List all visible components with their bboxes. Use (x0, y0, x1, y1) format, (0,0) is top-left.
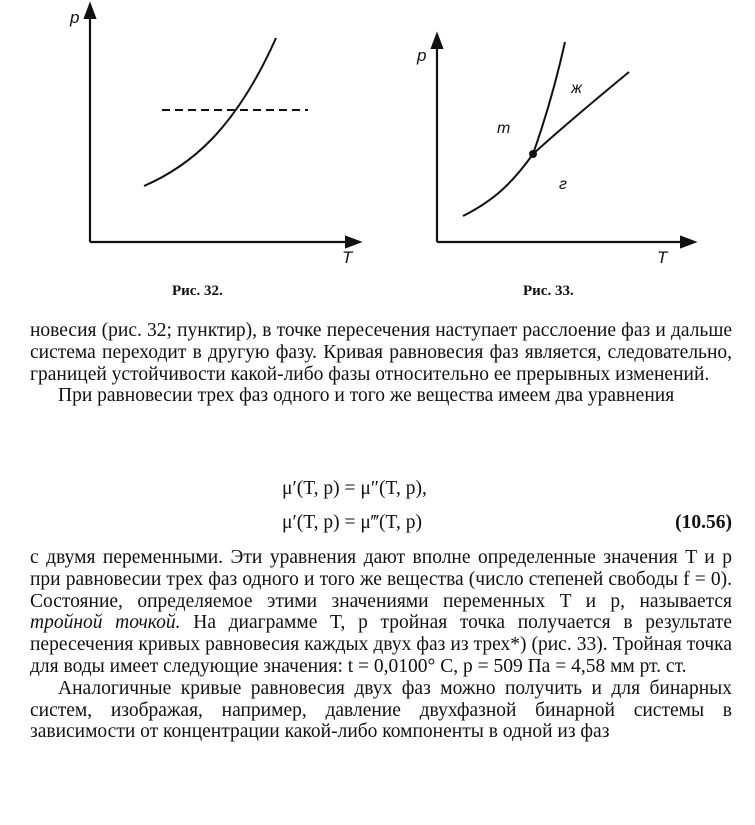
figure-caption: Рис. 32. (172, 283, 223, 299)
equilibrium-curve (144, 38, 276, 186)
x-axis-label: T (657, 248, 668, 267)
y-axis-label: p (417, 46, 427, 65)
melting-curve (533, 42, 565, 154)
equation-1: μ′(T, p) = μ″(T, p), (282, 478, 427, 499)
paragraph-3-part-2: На диаграмме T, p тройная точка получается в результате пересечения кривых равновесия каждых двух фаз из трех*) (рис. 33). Тройная точка для воды имеет следующие значения: t = 0,0100° С, p = 509 Па = 4,58 мм рт. ст. (30, 612, 732, 677)
paragraph-2: При равновесии трех фаз одного и того же вещества имеем два уравнения (58, 385, 675, 407)
figure-33 (405, 0, 705, 300)
region-label-gas: г (559, 176, 567, 193)
region-label-solid: т (497, 120, 511, 137)
equation-number: (10.56) (675, 512, 732, 533)
text-block-1 (30, 320, 732, 407)
figure-caption: Рис. 33. (523, 283, 574, 299)
figure-32-plot (60, 0, 370, 300)
paragraph-3-part-1: с двумя переменными. Эти уравнения дают вполне определенные значения T и p при равновесии трех фаз одного и того же вещества (число степеней свободы f = 0). Состояние, определяемое этими значениями переменных T и p, называется (30, 547, 732, 612)
figure-32 (60, 0, 370, 300)
triple-point (529, 150, 537, 158)
x-axis-label: T (342, 248, 353, 267)
region-label-liquid: ж (571, 80, 583, 97)
paragraph-4: Аналогичные кривые равновесия двух фаз можно получить и для бинарных систем, изображая, например, давление двухфазной бинарной системы в зависимости от концентрации какой-либо компоненты в одной из фаз (30, 677, 732, 743)
sublimation-curve (463, 154, 533, 216)
y-axis-label: p (70, 8, 80, 27)
text-block-2 (30, 547, 732, 743)
equation-2: μ′(T, p) = μ‴(T, p) (282, 512, 422, 533)
paragraph-1: новесия (рис. 32; пунктир), в точке пересечения наступает расслоение фаз и дальше система переходит в другую фазу. Кривая равновесия фаз является, следовательно, границей устойчивости какой-либо фазы относительно ее прерывных изменений. (30, 320, 732, 385)
paragraph-3 (30, 547, 732, 678)
triple-point-term: тройной точкой. (30, 612, 181, 634)
